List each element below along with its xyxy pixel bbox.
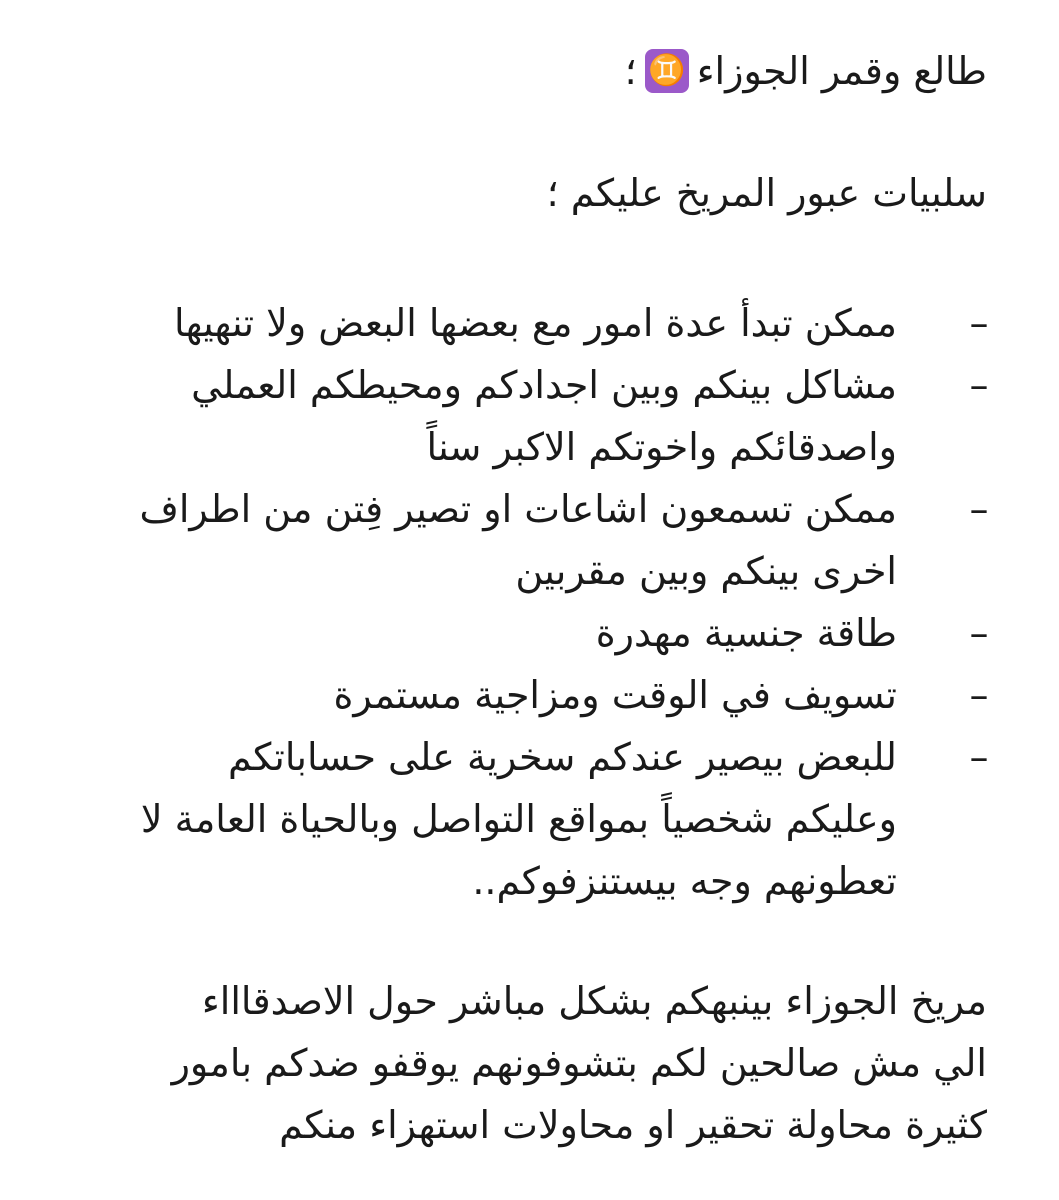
- list-item: [167, 292, 987, 354]
- page-title: [625, 40, 987, 102]
- bullet-marker: –: [969, 735, 989, 779]
- closing-paragraph-line: كثيرة محاولة تحقير او محاولات استهزاء منكم: [279, 1103, 987, 1147]
- list-item-line: وعليكم شخصياً بمواقع التواصل وبالحياة العامة لا: [140, 797, 897, 841]
- gemini-icon: ♊: [645, 49, 689, 93]
- list-item: [167, 602, 987, 664]
- bullet-marker: –: [969, 611, 989, 655]
- list-item: [167, 354, 987, 478]
- bullet-marker: –: [969, 301, 989, 345]
- list-item-line: مشاكل بينكم وبين اجدادكم ومحيطكم العملي: [191, 363, 897, 407]
- list-item-line: ممكن تسمعون اشاعات او تصير فِتن من اطراف: [139, 487, 897, 531]
- list-item: [139, 478, 989, 602]
- closing-paragraph-line: الي مش صالحين لكم بتشوفونهم يوقفو ضدكم بامور: [171, 1041, 987, 1085]
- title-text: طالع وقمر الجوزاء: [696, 49, 987, 93]
- bullet-marker: –: [969, 487, 989, 531]
- list-item-line: ممكن تبدأ عدة امور مع بعضها البعض ولا تنهيها: [173, 301, 897, 345]
- list-item-line: طاقة جنسية مهدرة: [595, 611, 897, 655]
- bullet-marker: –: [969, 673, 989, 717]
- list-item-line: اخرى بينكم وبين مقربين: [515, 549, 897, 593]
- list-item-line: للبعض بيصير عندكم سخرية على حساباتكم: [228, 735, 897, 779]
- section-subheading: سلبيات عبور المريخ عليكم ؛: [546, 171, 987, 215]
- list-item-line: تعطونهم وجه بيستنزفوكم..: [472, 859, 897, 903]
- bullet-marker: –: [969, 363, 989, 407]
- list-item: [167, 664, 987, 726]
- list-item-line: تسويف في الوقت ومزاجية مستمرة: [333, 673, 897, 717]
- title-punctuation: ؛: [624, 49, 637, 93]
- closing-paragraph-line: مريخ الجوزاء بينبهكم بشكل مباشر حول الاصدقاااء: [201, 979, 987, 1023]
- list-item: [140, 726, 989, 912]
- list-item-line: واصدقائكم واخوتكم الاكبر سناً: [426, 425, 897, 469]
